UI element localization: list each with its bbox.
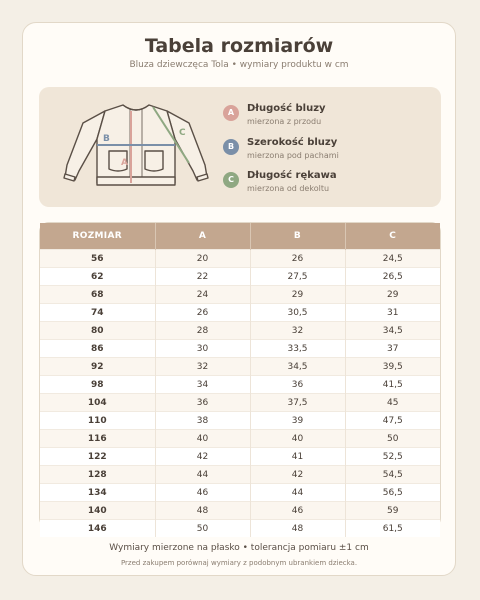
cell-b: 44 — [250, 484, 345, 502]
cell-a: 22 — [155, 268, 250, 286]
cell-b: 48 — [250, 520, 345, 538]
measurement-note: Wymiary mierzone na płasko • tolerancja pomiaru ±1 cm — [109, 543, 369, 553]
cell-size: 110 — [40, 412, 155, 430]
cell-a: 34 — [155, 376, 250, 394]
table-row — [40, 430, 440, 448]
cell-b: 34,5 — [250, 358, 345, 376]
cell-c: 37 — [345, 340, 440, 358]
column-header-b: B — [250, 223, 345, 250]
cell-a: 36 — [155, 394, 250, 412]
cell-b: 32 — [250, 322, 345, 340]
cell-a: 32 — [155, 358, 250, 376]
table-row — [40, 466, 440, 484]
sweater-outline-icon — [61, 101, 211, 193]
cell-size: 98 — [40, 376, 155, 394]
cell-size: 62 — [40, 268, 155, 286]
page-title: Tabela rozmiarów — [144, 35, 334, 57]
cell-b: 37,5 — [250, 394, 345, 412]
table-row — [40, 250, 440, 268]
cell-b: 30,5 — [250, 304, 345, 322]
table-row — [40, 484, 440, 502]
table-row — [40, 286, 440, 304]
legend-badge-c: C — [223, 172, 239, 188]
cell-b: 39 — [250, 412, 345, 430]
diagram-label-a: A — [121, 158, 128, 168]
cell-size: 116 — [40, 430, 155, 448]
cell-size: 56 — [40, 250, 155, 268]
cell-c: 61,5 — [345, 520, 440, 538]
legend-badge-b: B — [223, 139, 239, 155]
cell-b: 42 — [250, 466, 345, 484]
cell-c: 47,5 — [345, 412, 440, 430]
cell-size: 104 — [40, 394, 155, 412]
table-row — [40, 358, 440, 376]
table-body — [40, 250, 440, 538]
legend-subtitle-a: mierzona z przodu — [247, 117, 322, 126]
cell-c: 41,5 — [345, 376, 440, 394]
diagram-label-b: B — [103, 134, 110, 144]
cell-c: 54,5 — [345, 466, 440, 484]
legend-title-b: Szerokość bluzy — [247, 137, 338, 148]
cell-size: 92 — [40, 358, 155, 376]
cell-b: 33,5 — [250, 340, 345, 358]
cell-a: 50 — [155, 520, 250, 538]
cell-a: 42 — [155, 448, 250, 466]
cell-c: 24,5 — [345, 250, 440, 268]
cell-size: 74 — [40, 304, 155, 322]
cell-size: 122 — [40, 448, 155, 466]
legend-subtitle-b: mierzona pod pachami — [247, 151, 339, 160]
cell-size: 68 — [40, 286, 155, 304]
table-row — [40, 502, 440, 520]
column-header-a: A — [155, 223, 250, 250]
cell-b: 46 — [250, 502, 345, 520]
cell-size: 134 — [40, 484, 155, 502]
cell-c: 29 — [345, 286, 440, 304]
cell-size: 86 — [40, 340, 155, 358]
purchase-hint: Przed zakupem porównaj wymiary z podobnym ubrankiem dziecka. — [120, 559, 358, 567]
cell-size: 140 — [40, 502, 155, 520]
table-row — [40, 268, 440, 286]
cell-c: 39,5 — [345, 358, 440, 376]
table-row — [40, 304, 440, 322]
cell-b: 29 — [250, 286, 345, 304]
table-row — [40, 376, 440, 394]
cell-a: 28 — [155, 322, 250, 340]
cell-c: 26,5 — [345, 268, 440, 286]
table-row — [40, 448, 440, 466]
cell-c: 56,5 — [345, 484, 440, 502]
cell-c: 31 — [345, 304, 440, 322]
cell-c: 50 — [345, 430, 440, 448]
column-header-c: C — [345, 223, 440, 250]
cell-size: 146 — [40, 520, 155, 538]
cell-b: 26 — [250, 250, 345, 268]
cell-a: 44 — [155, 466, 250, 484]
table-row — [40, 412, 440, 430]
cell-c: 52,5 — [345, 448, 440, 466]
cell-c: 59 — [345, 502, 440, 520]
cell-b: 41 — [250, 448, 345, 466]
cell-a: 40 — [155, 430, 250, 448]
cell-b: 36 — [250, 376, 345, 394]
table-header-row — [40, 223, 440, 250]
page-subtitle: Bluza dziewczęca Tola • wymiary produktu w cm — [129, 60, 349, 70]
cell-b: 27,5 — [250, 268, 345, 286]
cell-a: 26 — [155, 304, 250, 322]
table-row — [40, 520, 440, 538]
table-row — [40, 322, 440, 340]
cell-b: 40 — [250, 430, 345, 448]
legend-badge-a: A — [223, 105, 239, 121]
cell-a: 20 — [155, 250, 250, 268]
size-chart-card — [22, 22, 456, 576]
measurement-diagram — [39, 87, 441, 207]
table-row — [40, 340, 440, 358]
cell-a: 30 — [155, 340, 250, 358]
cell-c: 45 — [345, 394, 440, 412]
table-row — [40, 394, 440, 412]
size-table — [39, 222, 441, 534]
legend-title-c: Długość rękawa — [247, 170, 337, 181]
cell-a: 48 — [155, 502, 250, 520]
cell-a: 46 — [155, 484, 250, 502]
column-header-size: ROZMIAR — [40, 223, 155, 250]
cell-a: 38 — [155, 412, 250, 430]
cell-size: 128 — [40, 466, 155, 484]
cell-c: 34,5 — [345, 322, 440, 340]
legend-title-a: Długość bluzy — [247, 103, 326, 114]
cell-a: 24 — [155, 286, 250, 304]
diagram-label-c: C — [179, 128, 186, 138]
legend-subtitle-c: mierzona od dekoltu — [247, 184, 330, 193]
cell-size: 80 — [40, 322, 155, 340]
